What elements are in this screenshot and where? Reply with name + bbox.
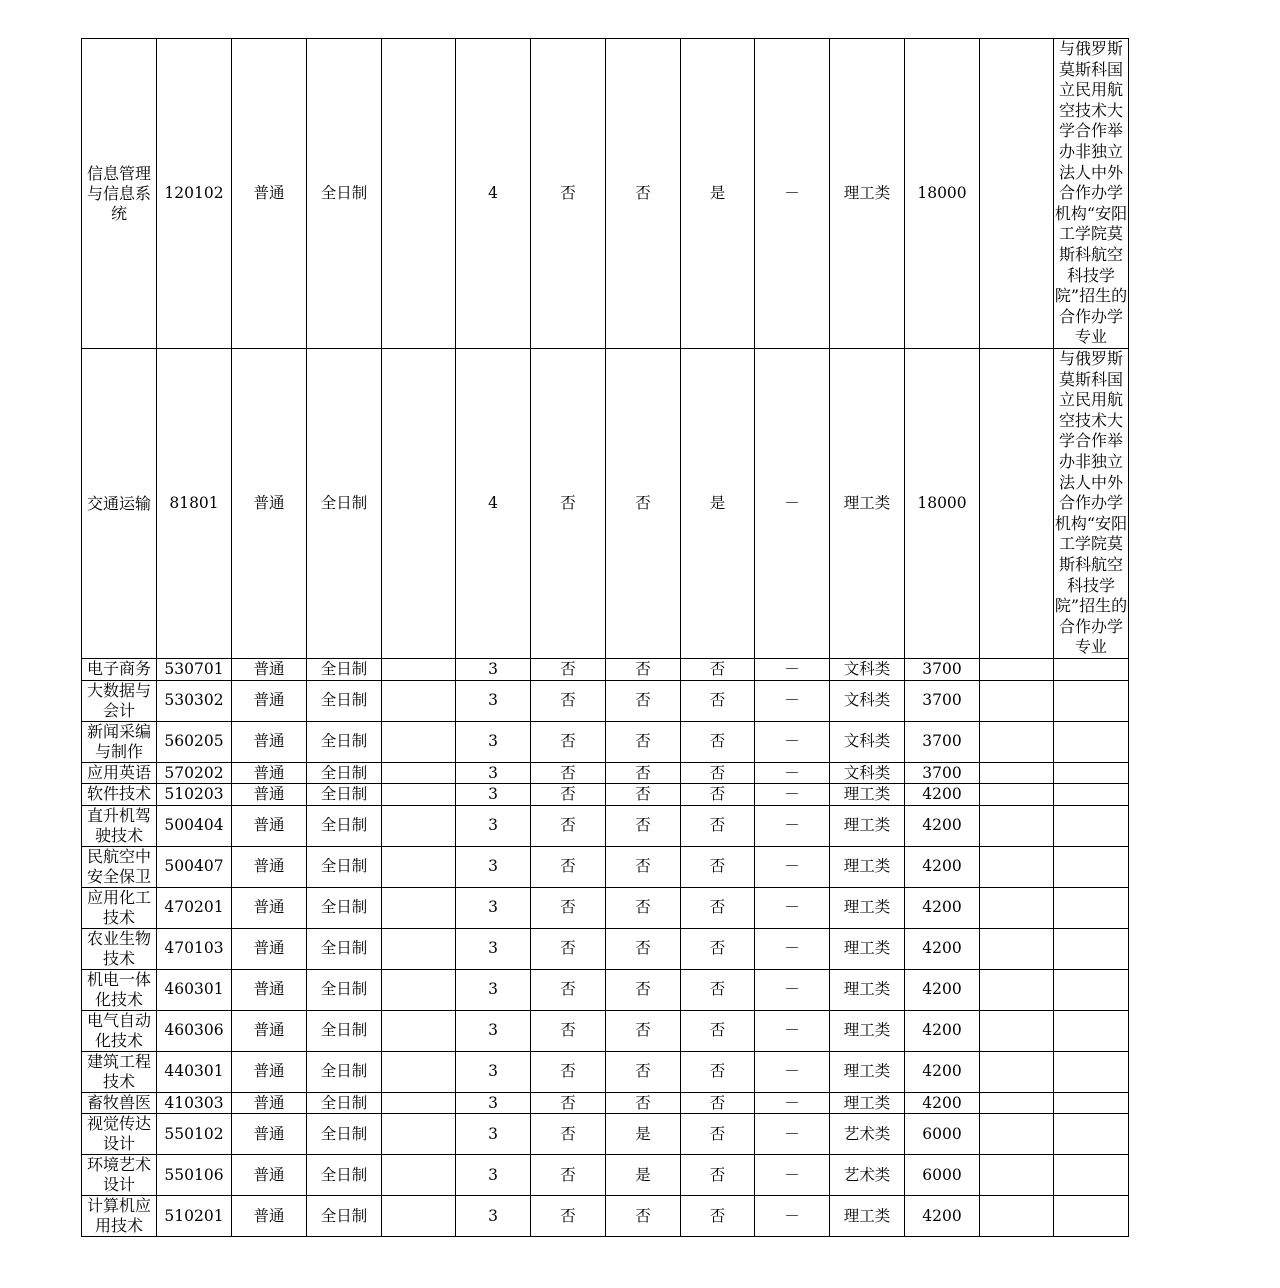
- study-mode-cell: 全日制: [307, 721, 382, 762]
- subject-category-cell: 理工类: [830, 805, 905, 846]
- dash-cell: －: [755, 1114, 830, 1155]
- blank-cell: [980, 928, 1054, 969]
- major-code-cell: 530302: [157, 680, 232, 721]
- subject-category-cell: 艺术类: [830, 1114, 905, 1155]
- flag-a-cell: 否: [531, 721, 606, 762]
- flag-b-cell: 否: [606, 846, 681, 887]
- table-row: [82, 762, 1129, 784]
- blank-cell: [382, 887, 456, 928]
- duration-cell: 3: [456, 969, 531, 1010]
- flag-c-cell: 否: [681, 887, 755, 928]
- subject-category-cell: 艺术类: [830, 1155, 905, 1196]
- tuition-cell: 4200: [905, 1051, 980, 1092]
- flag-a-cell: 否: [531, 805, 606, 846]
- study-mode-cell: 全日制: [307, 1114, 382, 1155]
- subject-category-cell: 理工类: [830, 928, 905, 969]
- duration-cell: 3: [456, 1114, 531, 1155]
- flag-c-cell: 否: [681, 846, 755, 887]
- level-cell: 普通: [232, 1155, 307, 1196]
- level-cell: 普通: [232, 1196, 307, 1237]
- flag-a-cell: 否: [531, 1092, 606, 1114]
- flag-b-cell: 否: [606, 39, 681, 349]
- flag-c-cell: 否: [681, 1092, 755, 1114]
- tuition-cell: 4200: [905, 784, 980, 806]
- flag-b-cell: 否: [606, 805, 681, 846]
- table-body: [82, 39, 1129, 1237]
- major-name-cell: 建筑工程技术: [82, 1051, 157, 1092]
- remarks-cell: [1054, 721, 1129, 762]
- subject-category-cell: 理工类: [830, 1196, 905, 1237]
- table-row: [82, 969, 1129, 1010]
- major-name-cell: 视觉传达设计: [82, 1114, 157, 1155]
- remarks-cell: [1054, 846, 1129, 887]
- major-name-cell: 农业生物技术: [82, 928, 157, 969]
- table-row: [82, 1155, 1129, 1196]
- flag-c-cell: 否: [681, 1114, 755, 1155]
- flag-a-cell: 否: [531, 1155, 606, 1196]
- flag-c-cell: 否: [681, 1010, 755, 1051]
- major-code-cell: 470201: [157, 887, 232, 928]
- subject-category-cell: 理工类: [830, 349, 905, 659]
- major-name-cell: 软件技术: [82, 784, 157, 806]
- duration-cell: 3: [456, 762, 531, 784]
- level-cell: 普通: [232, 784, 307, 806]
- blank-cell: [980, 805, 1054, 846]
- major-code-cell: 550102: [157, 1114, 232, 1155]
- level-cell: 普通: [232, 805, 307, 846]
- level-cell: 普通: [232, 39, 307, 349]
- remarks-cell: 与俄罗斯莫斯科国立民用航空技术大学合作举办非独立法人中外合作办学机构“安阳工学院莫斯科航空科技学院”招生的合作办学专业: [1054, 39, 1129, 349]
- duration-cell: 3: [456, 721, 531, 762]
- blank-cell: [382, 969, 456, 1010]
- tuition-cell: 4200: [905, 887, 980, 928]
- dash-cell: －: [755, 1155, 830, 1196]
- table-row: [82, 928, 1129, 969]
- level-cell: 普通: [232, 887, 307, 928]
- level-cell: 普通: [232, 1010, 307, 1051]
- level-cell: 普通: [232, 1092, 307, 1114]
- blank-cell: [382, 39, 456, 349]
- study-mode-cell: 全日制: [307, 762, 382, 784]
- blank-cell: [980, 721, 1054, 762]
- level-cell: 普通: [232, 1051, 307, 1092]
- flag-a-cell: 否: [531, 39, 606, 349]
- blank-cell: [980, 1155, 1054, 1196]
- study-mode-cell: 全日制: [307, 659, 382, 681]
- flag-a-cell: 否: [531, 1114, 606, 1155]
- blank-cell: [980, 1051, 1054, 1092]
- blank-cell: [382, 1114, 456, 1155]
- flag-a-cell: 否: [531, 784, 606, 806]
- major-code-cell: 560205: [157, 721, 232, 762]
- flag-c-cell: 否: [681, 1196, 755, 1237]
- tuition-cell: 6000: [905, 1114, 980, 1155]
- flag-b-cell: 是: [606, 1155, 681, 1196]
- tuition-cell: 6000: [905, 1155, 980, 1196]
- blank-cell: [980, 680, 1054, 721]
- study-mode-cell: 全日制: [307, 349, 382, 659]
- flag-b-cell: 否: [606, 969, 681, 1010]
- remarks-cell: [1054, 762, 1129, 784]
- subject-category-cell: 理工类: [830, 846, 905, 887]
- major-code-cell: 570202: [157, 762, 232, 784]
- subject-category-cell: 文科类: [830, 680, 905, 721]
- subject-category-cell: 理工类: [830, 969, 905, 1010]
- flag-a-cell: 否: [531, 969, 606, 1010]
- duration-cell: 3: [456, 1155, 531, 1196]
- level-cell: 普通: [232, 349, 307, 659]
- subject-category-cell: 理工类: [830, 784, 905, 806]
- enrollment-table: [81, 38, 1129, 1237]
- flag-c-cell: 否: [681, 1051, 755, 1092]
- major-code-cell: 510203: [157, 784, 232, 806]
- flag-b-cell: 否: [606, 659, 681, 681]
- blank-cell: [980, 659, 1054, 681]
- level-cell: 普通: [232, 969, 307, 1010]
- flag-c-cell: 是: [681, 349, 755, 659]
- flag-c-cell: 否: [681, 805, 755, 846]
- blank-cell: [382, 349, 456, 659]
- flag-c-cell: 否: [681, 659, 755, 681]
- flag-c-cell: 是: [681, 39, 755, 349]
- flag-b-cell: 是: [606, 1114, 681, 1155]
- level-cell: 普通: [232, 1114, 307, 1155]
- blank-cell: [980, 1196, 1054, 1237]
- blank-cell: [382, 721, 456, 762]
- major-code-cell: 81801: [157, 349, 232, 659]
- duration-cell: 4: [456, 349, 531, 659]
- study-mode-cell: 全日制: [307, 784, 382, 806]
- duration-cell: 3: [456, 680, 531, 721]
- blank-cell: [382, 680, 456, 721]
- level-cell: 普通: [232, 846, 307, 887]
- remarks-cell: [1054, 928, 1129, 969]
- study-mode-cell: 全日制: [307, 680, 382, 721]
- blank-cell: [382, 928, 456, 969]
- remarks-cell: [1054, 1051, 1129, 1092]
- major-code-cell: 500407: [157, 846, 232, 887]
- flag-c-cell: 否: [681, 1155, 755, 1196]
- table-row: [82, 349, 1129, 659]
- remarks-cell: [1054, 969, 1129, 1010]
- blank-cell: [980, 1010, 1054, 1051]
- dash-cell: －: [755, 1051, 830, 1092]
- major-name-cell: 应用化工技术: [82, 887, 157, 928]
- study-mode-cell: 全日制: [307, 1051, 382, 1092]
- duration-cell: 4: [456, 39, 531, 349]
- blank-cell: [980, 784, 1054, 806]
- tuition-cell: 4200: [905, 846, 980, 887]
- dash-cell: －: [755, 762, 830, 784]
- remarks-cell: 与俄罗斯莫斯科国立民用航空技术大学合作举办非独立法人中外合作办学机构“安阳工学院莫斯科航空科技学院”招生的合作办学专业: [1054, 349, 1129, 659]
- flag-a-cell: 否: [531, 887, 606, 928]
- major-name-cell: 民航空中安全保卫: [82, 846, 157, 887]
- flag-a-cell: 否: [531, 846, 606, 887]
- major-name-cell: 新闻采编与制作: [82, 721, 157, 762]
- flag-b-cell: 否: [606, 1196, 681, 1237]
- table-row: [82, 887, 1129, 928]
- study-mode-cell: 全日制: [307, 1196, 382, 1237]
- blank-cell: [980, 846, 1054, 887]
- tuition-cell: 18000: [905, 39, 980, 349]
- remarks-cell: [1054, 805, 1129, 846]
- blank-cell: [382, 1155, 456, 1196]
- remarks-cell: [1054, 1092, 1129, 1114]
- tuition-cell: 3700: [905, 680, 980, 721]
- study-mode-cell: 全日制: [307, 1010, 382, 1051]
- subject-category-cell: 理工类: [830, 887, 905, 928]
- major-name-cell: 应用英语: [82, 762, 157, 784]
- dash-cell: －: [755, 1092, 830, 1114]
- major-code-cell: 440301: [157, 1051, 232, 1092]
- flag-a-cell: 否: [531, 928, 606, 969]
- major-code-cell: 460301: [157, 969, 232, 1010]
- study-mode-cell: 全日制: [307, 1092, 382, 1114]
- duration-cell: 3: [456, 928, 531, 969]
- blank-cell: [382, 1092, 456, 1114]
- study-mode-cell: 全日制: [307, 39, 382, 349]
- remarks-cell: [1054, 659, 1129, 681]
- flag-c-cell: 否: [681, 928, 755, 969]
- dash-cell: －: [755, 1196, 830, 1237]
- major-name-cell: 交通运输: [82, 349, 157, 659]
- blank-cell: [980, 762, 1054, 784]
- tuition-cell: 4200: [905, 805, 980, 846]
- major-code-cell: 530701: [157, 659, 232, 681]
- major-code-cell: 510201: [157, 1196, 232, 1237]
- remarks-cell: [1054, 1114, 1129, 1155]
- dash-cell: －: [755, 928, 830, 969]
- blank-cell: [980, 39, 1054, 349]
- dash-cell: －: [755, 39, 830, 349]
- table-row: [82, 1114, 1129, 1155]
- flag-c-cell: 否: [681, 969, 755, 1010]
- duration-cell: 3: [456, 846, 531, 887]
- flag-c-cell: 否: [681, 784, 755, 806]
- tuition-cell: 4200: [905, 1092, 980, 1114]
- table-row: [82, 784, 1129, 806]
- dash-cell: －: [755, 659, 830, 681]
- subject-category-cell: 文科类: [830, 762, 905, 784]
- flag-a-cell: 否: [531, 349, 606, 659]
- level-cell: 普通: [232, 659, 307, 681]
- major-code-cell: 500404: [157, 805, 232, 846]
- study-mode-cell: 全日制: [307, 969, 382, 1010]
- table-row: [82, 1010, 1129, 1051]
- flag-b-cell: 否: [606, 721, 681, 762]
- major-name-cell: 直升机驾驶技术: [82, 805, 157, 846]
- blank-cell: [980, 349, 1054, 659]
- flag-b-cell: 否: [606, 1051, 681, 1092]
- blank-cell: [382, 784, 456, 806]
- tuition-cell: 4200: [905, 1010, 980, 1051]
- major-name-cell: 环境艺术设计: [82, 1155, 157, 1196]
- blank-cell: [382, 846, 456, 887]
- flag-a-cell: 否: [531, 659, 606, 681]
- study-mode-cell: 全日制: [307, 928, 382, 969]
- table-row: [82, 1196, 1129, 1237]
- flag-a-cell: 否: [531, 1010, 606, 1051]
- flag-b-cell: 否: [606, 680, 681, 721]
- major-name-cell: 机电一体化技术: [82, 969, 157, 1010]
- table-row: [82, 39, 1129, 349]
- study-mode-cell: 全日制: [307, 887, 382, 928]
- dash-cell: －: [755, 680, 830, 721]
- remarks-cell: [1054, 784, 1129, 806]
- table-row: [82, 721, 1129, 762]
- dash-cell: －: [755, 805, 830, 846]
- flag-a-cell: 否: [531, 762, 606, 784]
- flag-b-cell: 否: [606, 1010, 681, 1051]
- study-mode-cell: 全日制: [307, 805, 382, 846]
- duration-cell: 3: [456, 659, 531, 681]
- major-code-cell: 470103: [157, 928, 232, 969]
- duration-cell: 3: [456, 1010, 531, 1051]
- major-code-cell: 120102: [157, 39, 232, 349]
- level-cell: 普通: [232, 680, 307, 721]
- dash-cell: －: [755, 1010, 830, 1051]
- blank-cell: [980, 1114, 1054, 1155]
- blank-cell: [980, 1092, 1054, 1114]
- table-row: [82, 846, 1129, 887]
- table-row: [82, 805, 1129, 846]
- table-row: [82, 1051, 1129, 1092]
- flag-c-cell: 否: [681, 721, 755, 762]
- major-name-cell: 电子商务: [82, 659, 157, 681]
- major-code-cell: 460306: [157, 1010, 232, 1051]
- subject-category-cell: 理工类: [830, 1092, 905, 1114]
- flag-c-cell: 否: [681, 680, 755, 721]
- flag-c-cell: 否: [681, 762, 755, 784]
- dash-cell: －: [755, 349, 830, 659]
- blank-cell: [980, 969, 1054, 1010]
- subject-category-cell: 文科类: [830, 659, 905, 681]
- dash-cell: －: [755, 784, 830, 806]
- remarks-cell: [1054, 887, 1129, 928]
- blank-cell: [382, 1010, 456, 1051]
- table-row: [82, 680, 1129, 721]
- dash-cell: －: [755, 887, 830, 928]
- study-mode-cell: 全日制: [307, 846, 382, 887]
- duration-cell: 3: [456, 805, 531, 846]
- tuition-cell: 3700: [905, 659, 980, 681]
- remarks-cell: [1054, 1155, 1129, 1196]
- major-name-cell: 信息管理与信息系统: [82, 39, 157, 349]
- blank-cell: [980, 887, 1054, 928]
- duration-cell: 3: [456, 1196, 531, 1237]
- duration-cell: 3: [456, 1092, 531, 1114]
- blank-cell: [382, 1051, 456, 1092]
- flag-b-cell: 否: [606, 1092, 681, 1114]
- flag-b-cell: 否: [606, 928, 681, 969]
- major-name-cell: 计算机应用技术: [82, 1196, 157, 1237]
- flag-b-cell: 否: [606, 349, 681, 659]
- remarks-cell: [1054, 1010, 1129, 1051]
- study-mode-cell: 全日制: [307, 1155, 382, 1196]
- flag-b-cell: 否: [606, 784, 681, 806]
- flag-a-cell: 否: [531, 1051, 606, 1092]
- flag-b-cell: 否: [606, 887, 681, 928]
- subject-category-cell: 文科类: [830, 721, 905, 762]
- tuition-cell: 18000: [905, 349, 980, 659]
- major-name-cell: 大数据与会计: [82, 680, 157, 721]
- duration-cell: 3: [456, 887, 531, 928]
- tuition-cell: 3700: [905, 762, 980, 784]
- major-name-cell: 电气自动化技术: [82, 1010, 157, 1051]
- table-row: [82, 659, 1129, 681]
- level-cell: 普通: [232, 762, 307, 784]
- major-name-cell: 畜牧兽医: [82, 1092, 157, 1114]
- tuition-cell: 4200: [905, 969, 980, 1010]
- remarks-cell: [1054, 680, 1129, 721]
- level-cell: 普通: [232, 928, 307, 969]
- duration-cell: 3: [456, 784, 531, 806]
- dash-cell: －: [755, 721, 830, 762]
- major-code-cell: 410303: [157, 1092, 232, 1114]
- blank-cell: [382, 1196, 456, 1237]
- dash-cell: －: [755, 969, 830, 1010]
- flag-a-cell: 否: [531, 680, 606, 721]
- blank-cell: [382, 762, 456, 784]
- remarks-cell: [1054, 1196, 1129, 1237]
- tuition-cell: 4200: [905, 1196, 980, 1237]
- flag-a-cell: 否: [531, 1196, 606, 1237]
- major-code-cell: 550106: [157, 1155, 232, 1196]
- tuition-cell: 4200: [905, 928, 980, 969]
- blank-cell: [382, 805, 456, 846]
- blank-cell: [382, 659, 456, 681]
- subject-category-cell: 理工类: [830, 39, 905, 349]
- dash-cell: －: [755, 846, 830, 887]
- duration-cell: 3: [456, 1051, 531, 1092]
- subject-category-cell: 理工类: [830, 1051, 905, 1092]
- table-row: [82, 1092, 1129, 1114]
- flag-b-cell: 否: [606, 762, 681, 784]
- tuition-cell: 3700: [905, 721, 980, 762]
- level-cell: 普通: [232, 721, 307, 762]
- subject-category-cell: 理工类: [830, 1010, 905, 1051]
